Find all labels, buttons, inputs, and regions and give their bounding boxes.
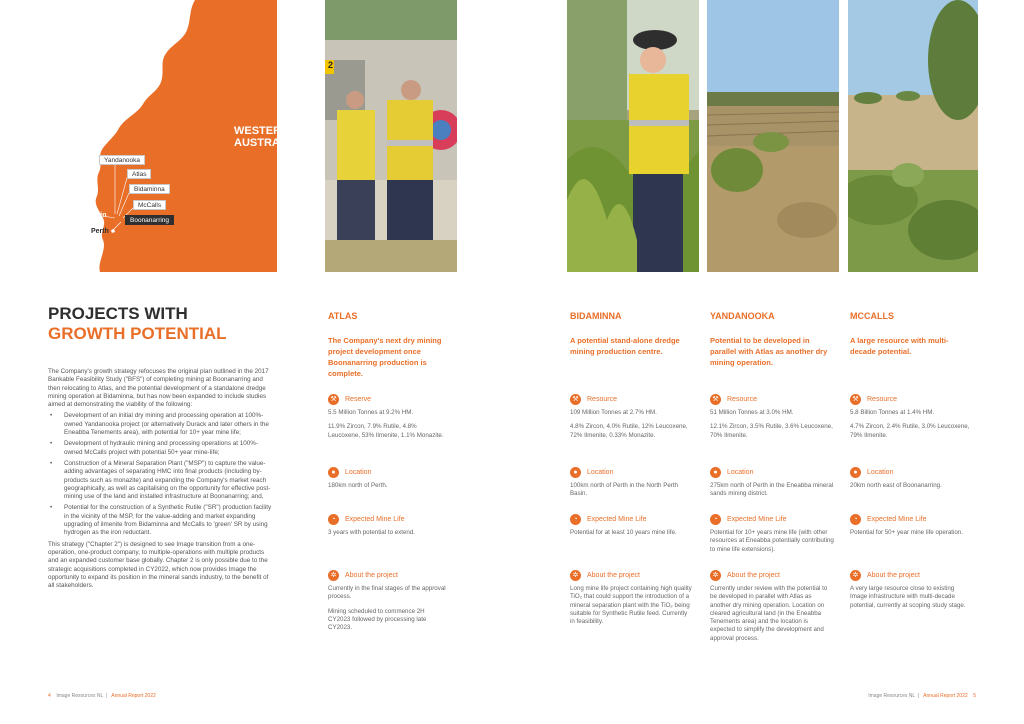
section-label: About the project <box>867 571 920 579</box>
location-pin-icon: ● <box>710 467 721 478</box>
intro-text <box>48 368 276 593</box>
about-text-2: Mining scheduled to commence 2H CY2023 followed by processing late CY2023. <box>328 607 427 632</box>
location-section <box>710 466 834 499</box>
bullet-item: • Construction of a Mineral Separation Plant ("MSP") to capture the value-adding advantages of separating HMC into final products (including by-products such as monazite) and expanding the Company's market reach geographically, as well as capitalising on the opportunity for effective post-mining use of the land and installed infrastructure at Boonanarring; and, <box>48 460 276 501</box>
project-title: MCCALLS <box>850 311 894 321</box>
clock-icon: ◔ <box>710 514 721 525</box>
map-label-boonanarring: Boonanarring <box>125 215 174 225</box>
location-pin-icon: ● <box>328 467 339 478</box>
section-label: Expected Mine Life <box>727 515 787 523</box>
about-text: Currently in the final stages of the approval process. <box>328 585 446 601</box>
about-text: Currently under review with the potential to be developed in parallel with Atlas as another dry mining operation. Location on cleared agricultural land (in the Eneabba Tenements area) and the location is expected to simplify the development and approval process. <box>710 585 828 642</box>
map-label-yandanooka: Yandanooka <box>99 155 145 165</box>
map-label-mccalls: McCalls <box>133 200 166 210</box>
strategy-bullet-list <box>48 412 276 537</box>
location-pin-icon: ● <box>570 467 581 478</box>
map-title-line2: AUSTRALIA <box>234 137 298 149</box>
map-label-atlas: Atlas <box>127 169 151 179</box>
pickaxe-icon: ⚒ <box>570 394 581 405</box>
location-value: 100km north of Perth in the North Perth Basin. <box>570 482 678 498</box>
mine-life-section <box>570 513 692 537</box>
section-label: Resource <box>587 395 617 403</box>
mine-life-value: 3 years with potential to extend. <box>328 529 416 536</box>
resource-value: 109 Million Tonnes at 2.7% HM. <box>570 409 657 416</box>
project-subtitle: A potential stand-alone dredge mining production centre. <box>570 336 680 356</box>
resource-section <box>570 393 692 440</box>
heading-line2: GROWTH POTENTIAL <box>48 324 227 343</box>
mine-life-section <box>850 513 972 537</box>
about-section <box>570 569 692 626</box>
page-number-right: 5 <box>973 693 976 699</box>
bullet-item: • Development of an initial dry mining and processing operation at 100%-owned Yandanooka project (or alternatively Durack and later others in the Eneabba Tenements area), with potential for 10+ year mine life; <box>48 412 276 437</box>
heading-line1: PROJECTS WITH <box>48 304 188 323</box>
project-title: YANDANOOKA <box>710 311 775 321</box>
mine-life-value: Potential for 10+ years mine life (with other resources at Eneabba potentially contributing to mine life extensions). <box>710 529 834 553</box>
clock-icon: ◔ <box>570 514 581 525</box>
gear-icon: ✲ <box>328 570 339 581</box>
section-label: About the project <box>727 571 780 579</box>
section-label: Resource <box>727 395 757 403</box>
footer-company-left: Image Resources NL <box>56 693 104 699</box>
resource-value: 5.5 Million Tonnes at 9.2% HM. <box>328 409 414 416</box>
project-column-atlas <box>328 311 448 632</box>
pickaxe-icon: ⚒ <box>710 394 721 405</box>
truck-number-sign: 2 <box>327 60 333 70</box>
gear-icon: ✲ <box>850 570 861 581</box>
location-pin-icon: ● <box>850 467 861 478</box>
section-label: Location <box>345 468 372 476</box>
location-value: 180km north of Perth. <box>328 482 388 489</box>
project-subtitle: The Company's next dry mining project development once Boonanarring production is complete. <box>328 336 442 378</box>
location-value: 20km north east of Boonanarring. <box>850 482 942 489</box>
gear-icon: ✲ <box>570 570 581 581</box>
resource-section <box>328 393 448 440</box>
section-label: Expected Mine Life <box>867 515 927 523</box>
resource-section <box>710 393 834 440</box>
footer-company-right: Image Resources NL <box>868 693 916 699</box>
mine-life-value: Potential for 50+ year mine life operation. <box>850 529 963 536</box>
section-label: About the project <box>345 571 398 579</box>
photo-bidaminna-worker <box>567 0 699 272</box>
intro-paragraph: The Company's growth strategy refocuses the original plan outlined in the 2017 Bankable Feasibility Study ("BFS") of completing mining at Boonanarring and then relocating to Atlas, and the potential development of a standalone dredge mining operation at Bidaminna, but has now been expanded to include studies aimed at demonstrating the viability of the following: <box>48 368 269 409</box>
resource-value: 51 Million Tonnes at 3.0% HM. <box>710 409 794 416</box>
project-subtitle: Potential to be developed in parallel with Atlas as another dry mining operation. <box>710 336 828 367</box>
project-title: ATLAS <box>328 311 358 321</box>
mineral-assemblage: 11.9% Zircon, 7.9% Rutile, 4.8% Leucoxene, 53% Ilmenite, 1.1% Monazite. <box>328 423 444 439</box>
map-label-perth: Perth <box>91 228 109 235</box>
location-value: 275km north of Perth in the Eneabba mineral sands mining district. <box>710 482 834 498</box>
section-label: Resource <box>867 395 897 403</box>
map-title-line1: WESTERN <box>234 125 289 137</box>
project-title: BIDAMINNA <box>570 311 622 321</box>
photo-yandanooka-field <box>707 0 839 272</box>
about-text: A very large resource close to existing Image infrastructure with multi-decade potential, currently at scoping study stage. <box>850 585 966 609</box>
western-australia-map <box>45 0 298 272</box>
section-label: About the project <box>587 571 640 579</box>
location-section <box>328 466 448 490</box>
footer-left: 4 Image Resources NL | Annual Report 2022 <box>48 693 156 699</box>
pickaxe-icon: ⚒ <box>850 394 861 405</box>
mine-life-section <box>710 513 834 554</box>
project-subtitle: A large resource with multi-decade potential. <box>850 336 949 356</box>
footer-report-right: Annual Report 2022 <box>923 693 968 699</box>
section-label: Location <box>727 468 754 476</box>
location-section <box>570 466 692 499</box>
clock-icon: ◔ <box>850 514 861 525</box>
mineral-assemblage: 4.8% Zircon, 4.0% Rutile, 12% Leucoxene, 72% Ilmenite, 0.33% Monazite. <box>570 423 688 439</box>
pickaxe-icon: ⚒ <box>328 394 339 405</box>
mineral-assemblage: 4.7% Zircon, 2.4% Rutile, 3.0% Leucoxene, 79% Ilmenite. <box>850 423 970 439</box>
map-label-north-perth-basin: North Perth Basin <box>47 212 107 219</box>
map-label-bidaminna: Bidaminna <box>129 184 170 194</box>
mine-life-value: Potential for at least 10 years mine life. <box>570 529 677 536</box>
about-section <box>710 569 834 643</box>
mine-life-section <box>328 513 448 537</box>
section-label: Expected Mine Life <box>587 515 647 523</box>
footer-right: Image Resources NL | Annual Report 2022 5 <box>868 693 976 699</box>
photo-mccalls-landscape <box>848 0 978 272</box>
map-callout-lines <box>45 0 285 272</box>
section-label: Expected Mine Life <box>345 515 405 523</box>
resource-section <box>850 393 972 440</box>
bullet-item: • Development of hydraulic mining and processing operations at 100%-owned McCalls project with potential 50+ year mine-life; <box>48 440 276 457</box>
project-column-yandanooka <box>710 311 834 642</box>
resource-value: 5.8 Billion Tonnes at 1.4% HM. <box>850 409 935 416</box>
location-section <box>850 466 972 490</box>
about-section <box>850 569 972 610</box>
page-number-left: 4 <box>48 693 51 699</box>
about-text: Long mine life project containing high quality TiO₂ that could support the introduction of a mineral separation plant with the TiO₂ being suitable for Synthetic Rutile feed. Currently in feasibility. <box>570 585 692 626</box>
footer-report-left: Annual Report 2022 <box>111 693 156 699</box>
page-heading <box>48 304 308 344</box>
project-column-mccalls <box>850 311 972 609</box>
intro-paragraph-2: This strategy ("Chapter 2") is designed to see Image transition from a one-operation, one-product company, to multiple-operations with multiple products and an expanded customer base globally. Chapter 2 is only possible due to the strategic acquisitions completed in CY2022, which now provides Image the opportunity to expand its position in the mineral sands industry, to the benefit of all stakeholders. <box>48 540 269 590</box>
gear-icon: ✲ <box>710 570 721 581</box>
mineral-assemblage: 12.1% Zircon, 3.5% Rutile, 3.6% Leucoxene, 70% Ilmenite. <box>710 423 833 439</box>
clock-icon: ◔ <box>328 514 339 525</box>
section-label: Location <box>867 468 894 476</box>
section-label: Location <box>587 468 614 476</box>
bullet-item: • Potential for the construction of a Synthetic Rutile ("SR") production facility in the vicinity of the MSP, for the value-adding and market expanding upgrading of ilmenite from Bidaminna and McCalls to 'green' SR by using hydrogen as the iron reductant. <box>48 504 276 537</box>
section-label: Reserve <box>345 395 372 403</box>
about-section <box>328 569 448 632</box>
photo-atlas-workers <box>325 0 457 272</box>
project-column-bidaminna <box>570 311 692 626</box>
